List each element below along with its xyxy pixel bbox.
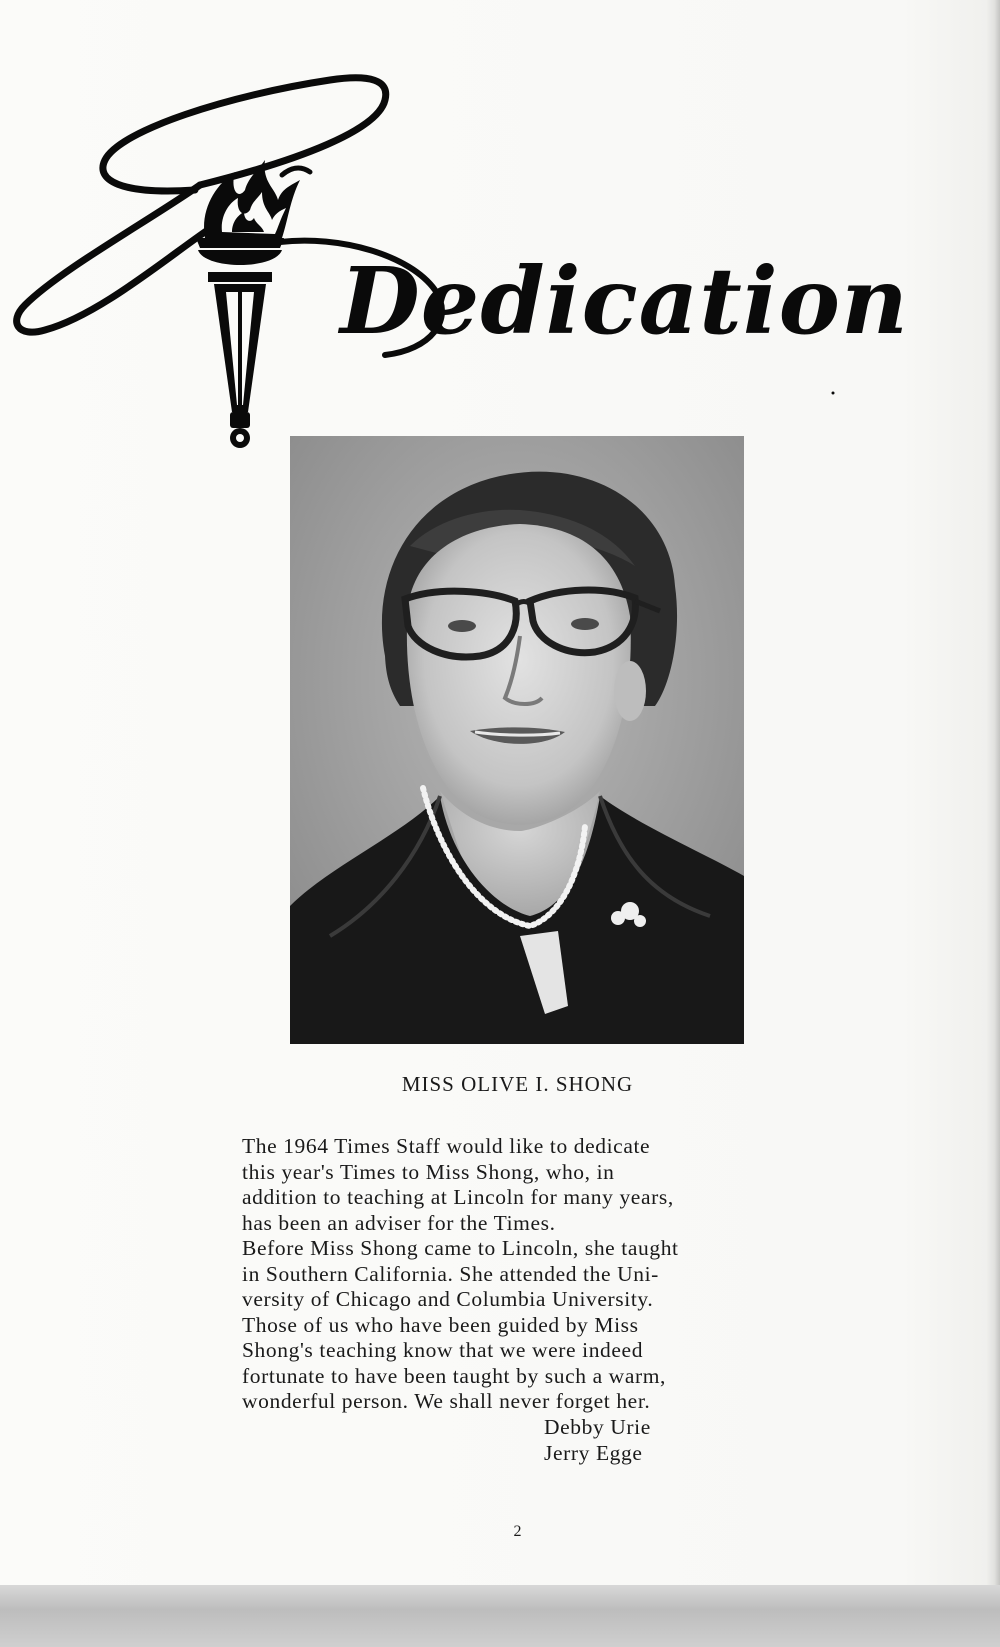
signature-name: Debby Urie	[544, 1415, 651, 1439]
portrait-photo	[290, 436, 744, 1044]
dedication-line: wonderful person. We shall never forget her.	[242, 1389, 651, 1413]
dedication-line: The 1964 Times Staff would like to dedicate	[242, 1134, 651, 1158]
page-title: Dedication	[340, 247, 909, 355]
page-number: 2	[513, 1523, 522, 1540]
page-bottom-shadow	[0, 1585, 1000, 1647]
dedication-line: Those of us who have been guided by Miss	[242, 1312, 639, 1337]
portrait-caption: MISS OLIVE I. SHONG	[401, 1072, 634, 1096]
dedication-line: has been an adviser for the Times.	[242, 1210, 556, 1235]
signature-block	[544, 1415, 651, 1466]
dedication-line: fortunate to have been taught by such a warm,	[242, 1363, 667, 1388]
dedication-paragraph	[242, 1134, 802, 1415]
dedication-line: Before Miss Shong came to Lincoln, she taught	[242, 1236, 679, 1260]
dedication-line: in Southern California. She attended the Uni-	[242, 1261, 659, 1286]
page-edge-shadow	[986, 0, 1000, 1647]
dedication-line: addition to teaching at Lincoln for many years,	[242, 1185, 674, 1209]
dedication-line: this year's Times to Miss Shong, who, in	[242, 1159, 615, 1184]
dedication-line: versity of Chicago and Columbia University.	[242, 1287, 654, 1311]
dedication-line: Shong's teaching know that we were indeed	[242, 1338, 644, 1362]
signature-name: Jerry Egge	[544, 1440, 643, 1465]
